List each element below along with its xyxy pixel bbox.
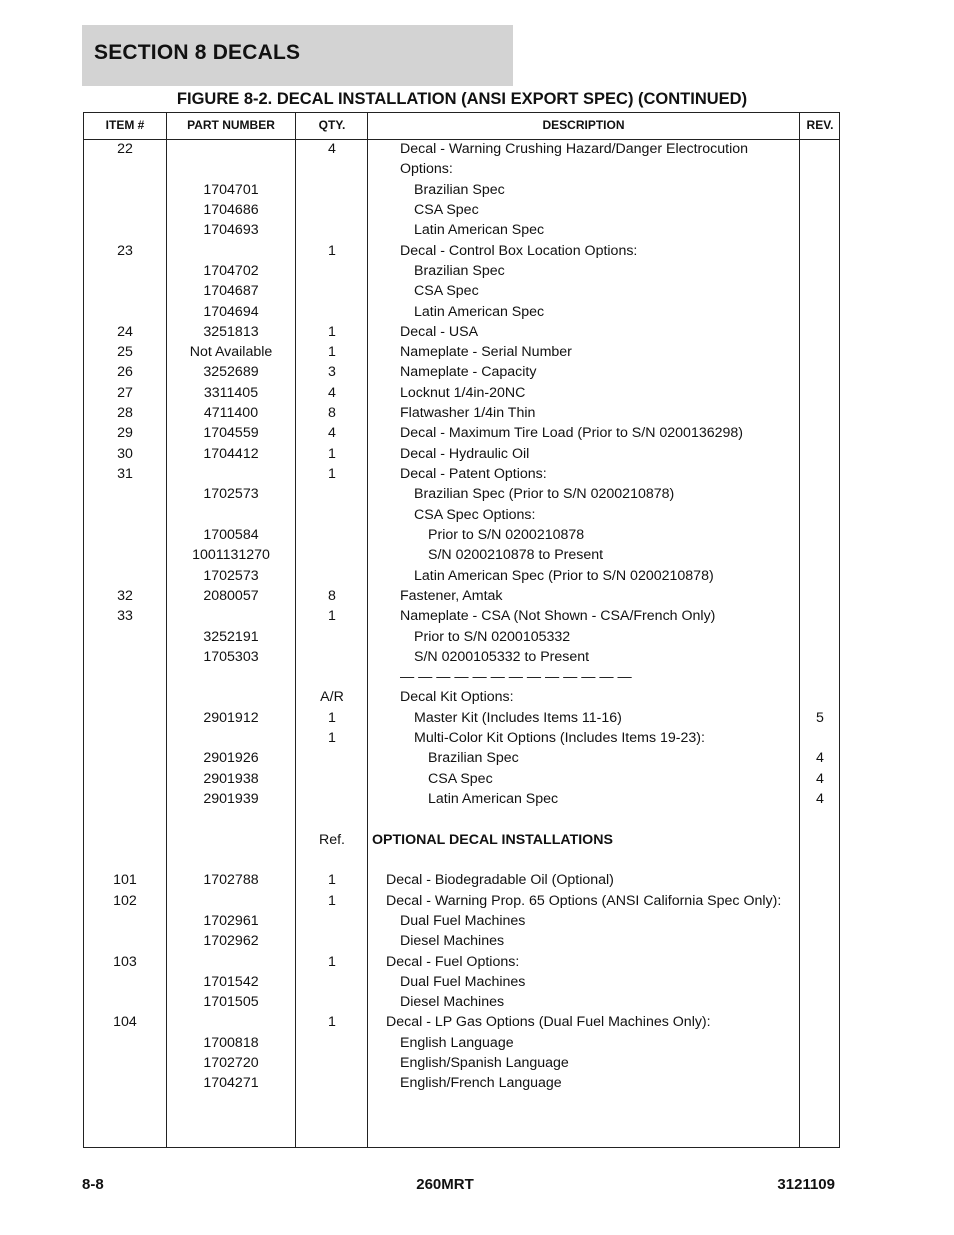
table-row [84, 404, 839, 424]
quantity: 1 [328, 466, 336, 482]
description: Decal - LP Gas Options (Dual Fuel Machines Only): [386, 1014, 711, 1031]
table-row [84, 851, 839, 871]
item-number: 102 [113, 892, 137, 909]
header-rev: REV. [806, 118, 834, 132]
table-row [84, 729, 839, 749]
table-row [84, 953, 839, 973]
item-number: 29 [117, 425, 133, 442]
part-number: 1704687 [203, 283, 259, 300]
quantity: 1 [328, 323, 336, 340]
table-row [84, 688, 839, 708]
item-number: 104 [113, 1014, 137, 1031]
part-number: 1704686 [203, 201, 259, 218]
item-number: 32 [117, 587, 133, 604]
table-row [84, 932, 839, 952]
parts-table [83, 112, 840, 1148]
item-number: 26 [117, 364, 133, 381]
part-number: 1704559 [203, 425, 259, 442]
description: Decal - Warning Crushing Hazard/Danger Electrocution [400, 141, 749, 157]
part-number: 1701505 [203, 994, 259, 1011]
part-number: 1704271 [203, 1075, 259, 1092]
table-row [84, 181, 839, 201]
description: Brazilian Spec [414, 181, 505, 198]
header-part-number: PART NUMBER [187, 118, 275, 132]
part-number: 3251813 [203, 323, 259, 340]
description: Fastener, Amtak [400, 587, 503, 604]
quantity: 1 [328, 445, 336, 462]
table-row [84, 506, 839, 526]
part-number: 2901926 [203, 750, 259, 767]
description: Brazilian Spec (Prior to S/N 0200210878) [414, 486, 675, 503]
page-number: 8-8 [82, 1176, 104, 1193]
description: Decal - USA [400, 323, 479, 340]
table-row [84, 871, 839, 891]
table-row [84, 892, 839, 912]
part-number: 1700818 [203, 1034, 259, 1051]
quantity: 1 [328, 344, 336, 361]
table-row [84, 770, 839, 790]
part-number: 1702573 [203, 567, 259, 584]
description: Decal Kit Options: [400, 689, 514, 706]
item-number: 28 [117, 405, 133, 422]
table-row [84, 384, 839, 404]
table-row [84, 465, 839, 485]
document-number: 3121109 [777, 1176, 835, 1193]
description: Brazilian Spec [428, 750, 519, 767]
table-row [84, 1054, 839, 1074]
description: Decal - Biodegradable Oil (Optional) [386, 872, 614, 889]
table-row [84, 282, 839, 302]
description: English Language [400, 1034, 514, 1051]
item-number: 25 [117, 344, 133, 361]
part-number: 3252689 [203, 364, 259, 381]
table-row [84, 973, 839, 993]
table-row [84, 201, 839, 221]
quantity: 1 [328, 872, 336, 889]
description: CSA Spec Options: [414, 506, 536, 523]
table-row [84, 485, 839, 505]
quantity: 4 [328, 141, 336, 157]
description: Decal - Patent Options: [400, 466, 547, 482]
description: Decal - Hydraulic Oil [400, 445, 530, 462]
description: Dual Fuel Machines [400, 973, 526, 990]
part-number: 2901939 [203, 791, 259, 807]
description: Decal - Warning Prop. 65 Options (ANSI California Spec Only): [386, 892, 782, 909]
item-number: 27 [117, 384, 133, 401]
table-row [84, 1013, 839, 1033]
item-number: 23 [117, 242, 133, 259]
part-number: 1701542 [203, 973, 259, 990]
table-row [84, 1074, 839, 1094]
table-row [84, 709, 839, 729]
part-number: 1702961 [203, 912, 259, 929]
description: CSA Spec [414, 283, 479, 300]
quantity: 4 [328, 384, 336, 401]
revision: 4 [816, 770, 824, 787]
description: S/N 0200210878 to Present [428, 547, 604, 564]
quantity: Ref. [318, 831, 346, 848]
table-row [84, 1034, 839, 1054]
table-row [84, 607, 839, 627]
description: Latin American Spec [428, 791, 559, 807]
quantity: 8 [328, 405, 336, 422]
part-number: 1702962 [203, 933, 259, 950]
description: — — — — — — — — — — — — — [400, 669, 632, 686]
part-number: 3252191 [203, 628, 259, 645]
description: S/N 0200105332 to Present [414, 648, 590, 665]
description: Nameplate - CSA (Not Shown - CSA/French Only) [400, 608, 716, 625]
table-body [84, 140, 839, 1095]
description: Latin American Spec [414, 222, 545, 239]
table-row [84, 810, 839, 830]
item-number: 33 [117, 608, 133, 625]
table-row [84, 343, 839, 363]
item-number: 22 [117, 141, 133, 157]
description: Nameplate - Serial Number [400, 344, 572, 361]
table-row [84, 140, 839, 160]
table-row [84, 323, 839, 343]
part-number: Not Available [189, 344, 273, 361]
item-number: 103 [113, 953, 137, 970]
description: OPTIONAL DECAL INSTALLATIONS [372, 831, 613, 848]
quantity: 4 [328, 425, 336, 442]
part-number: 3311405 [203, 384, 259, 401]
figure-title: FIGURE 8-2. DECAL INSTALLATION (ANSI EXPORT SPEC) (CONTINUED) [176, 90, 748, 108]
section-title: SECTION 8 DECALS [94, 41, 301, 64]
section-header [82, 25, 513, 86]
description: English/Spanish Language [400, 1055, 569, 1072]
description: Flatwasher 1/4in Thin [400, 405, 536, 422]
table-row [84, 567, 839, 587]
quantity: 3 [328, 364, 336, 381]
table-row [84, 221, 839, 241]
description: Decal - Fuel Options: [386, 953, 520, 970]
item-number: 101 [113, 872, 137, 889]
quantity: 1 [328, 892, 336, 909]
part-number: 2080057 [203, 587, 259, 604]
table-row [84, 526, 839, 546]
table-row [84, 363, 839, 383]
table-row [84, 790, 839, 810]
part-number: 1704701 [203, 181, 259, 198]
description: Options: [400, 161, 453, 178]
table-row [84, 831, 839, 851]
revision: 4 [816, 750, 824, 767]
description: Decal - Maximum Tire Load (Prior to S/N 0200136298) [400, 425, 744, 442]
part-number: 1700584 [203, 526, 259, 543]
quantity: 1 [328, 608, 336, 625]
quantity: A/R [320, 689, 344, 706]
part-number: 2901938 [203, 770, 259, 787]
description: CSA Spec [428, 770, 493, 787]
part-number: 1702720 [203, 1055, 259, 1072]
table-row [84, 445, 839, 465]
part-number: 1704694 [203, 303, 259, 320]
description: Diesel Machines [400, 933, 505, 950]
part-number: 1704412 [203, 445, 259, 462]
table-row [84, 912, 839, 932]
description: Prior to S/N 0200210878 [428, 526, 585, 543]
quantity: 1 [328, 709, 336, 726]
description: Dual Fuel Machines [400, 912, 526, 929]
part-number: 1704702 [203, 262, 259, 279]
description: CSA Spec [414, 201, 479, 218]
table-row [84, 628, 839, 648]
table-row [84, 303, 839, 323]
table-row [84, 262, 839, 282]
quantity: 1 [328, 1014, 336, 1031]
header-description: DESCRIPTION [542, 118, 625, 132]
table-row [84, 668, 839, 688]
part-number: 4711400 [203, 405, 259, 422]
description: Diesel Machines [400, 994, 505, 1011]
table-row [84, 546, 839, 566]
header-qty: QTY. [318, 118, 346, 132]
description: Locknut 1/4in-20NC [400, 384, 526, 401]
part-number: 1702788 [203, 872, 259, 889]
part-number: 1001131270 [192, 547, 270, 564]
description: Multi-Color Kit Options (Includes Items 19-23): [414, 730, 705, 747]
description: Prior to S/N 0200105332 [414, 628, 571, 645]
item-number: 31 [117, 466, 133, 482]
description: Master Kit (Includes Items 11-16) [414, 709, 622, 726]
table-row [84, 749, 839, 769]
part-number: 1705303 [203, 648, 259, 665]
quantity: 1 [328, 953, 336, 970]
description: Latin American Spec (Prior to S/N 0200210878) [414, 567, 714, 584]
table-row [84, 424, 839, 444]
description: English/French Language [400, 1075, 562, 1092]
header-item: ITEM # [105, 118, 145, 132]
table-row [84, 993, 839, 1013]
part-number: 1704693 [203, 222, 259, 239]
description: Latin American Spec [414, 303, 545, 320]
description: Decal - Control Box Location Options: [400, 242, 638, 259]
quantity: 1 [328, 730, 336, 747]
revision: 5 [816, 709, 824, 726]
quantity: 1 [328, 242, 336, 259]
model-name: 260MRT [416, 1176, 474, 1193]
quantity: 8 [328, 587, 336, 604]
part-number: 1702573 [203, 486, 259, 503]
description: Nameplate - Capacity [400, 364, 537, 381]
revision: 4 [816, 791, 824, 807]
item-number: 24 [117, 323, 133, 340]
table-row [84, 648, 839, 668]
item-number: 30 [117, 445, 133, 462]
description: Brazilian Spec [414, 262, 505, 279]
table-row [84, 160, 839, 180]
table-row [84, 587, 839, 607]
table-row [84, 242, 839, 262]
part-number: 2901912 [203, 709, 259, 726]
